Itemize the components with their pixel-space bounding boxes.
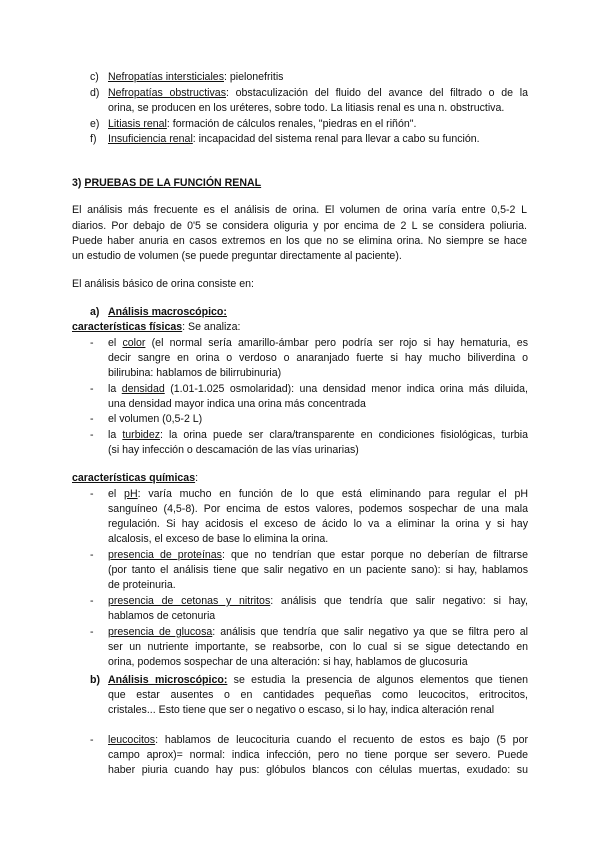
bullet: - [90, 488, 94, 500]
list-marker: e) [90, 118, 100, 130]
paragraph: El análisis básico de orina consiste en: [72, 278, 254, 290]
subsection-marker: b) [90, 674, 100, 686]
bullet: - [90, 383, 94, 395]
list-item-cont: ser un nutriente importante, se reabsorbe, con lo cual si se sigue detectando en [108, 641, 528, 653]
list-item: la turbidez: la orina puede ser clara/transparente en condiciones fisiológicas, turbia [108, 429, 528, 441]
bullet: - [90, 413, 94, 425]
paragraph-line: El análisis más frecuente es el análisis de orina. El volumen de orina varía entre 0,5-2 L [72, 204, 527, 216]
list-item: el pH: varía mucho en función de lo que está eliminando para regular el pH [108, 488, 528, 500]
paragraph-line: un estudio de volumen (se puede preguntar directamente al paciente). [72, 250, 402, 262]
bullet: - [90, 595, 94, 607]
list-item: el volumen (0,5-2 L) [108, 413, 203, 425]
list-item-cont: alcalosis, el exceso de base lo elimina la orina. [108, 533, 329, 545]
paragraph-line: diarios. Por debajo de 0'5 se considera oliguria y por encima de 2 L se considera poliuria. [72, 220, 527, 232]
term: Litiasis renal [108, 118, 167, 130]
list-item-cont: campo aprox)= normal: indica infección, pero no tiene porque ser severo. Puede [108, 749, 528, 761]
section-heading: 3) PRUEBAS DE LA FUNCIÓN RENAL [72, 177, 262, 189]
list-item-cont: (si hay infección o descamación de las vías urinarias) [108, 444, 359, 456]
list-item-cont: orina, se producen en los uréteres, sobre todo. La litiasis renal es una n. obstructiva. [108, 102, 505, 114]
term: Nefropatías obstructivas [108, 87, 226, 99]
list-item: la densidad (1.01-1.025 osmolaridad): una densidad menor indica orina más diluida, [108, 383, 528, 395]
subsection-marker: a) [90, 306, 100, 318]
bullet: - [90, 549, 94, 561]
list-item-cont: (por tanto el análisis tiene que salir negativo en un paciente sano): si hay, hablamos [108, 564, 528, 576]
list-item-cont: hablamos de cetonuria [108, 610, 216, 622]
list-item: Litiasis renal: formación de cálculos renales, "piedras en el riñón". [108, 118, 417, 130]
list-item: presencia de cetonas y nitritos: análisis que tendría que salir negativo: si hay, [108, 595, 528, 607]
list-marker: f) [90, 133, 97, 145]
paragraph-line: Análisis microscópico: se estudia la presencia de algunos elementos que tienen [108, 674, 529, 686]
list-item-cont: bilirubina: hablamos de bilirrubinuria) [108, 367, 282, 379]
list-item: presencia de proteínas: que no tendrían que estar porque no deberían de filtrarse [108, 549, 529, 561]
list-item-cont: orina, podemos sospechar de una alteración: si hay, hablamos de glucosuria [108, 656, 468, 668]
paragraph-line: cristales... Esto tiene que ser o negativo o escaso, si lo hay, indica alteración renal [108, 704, 495, 716]
list-item-cont: decir sangre en orina o verdoso o anaranjado fuerte si hay mucho biliverdina o [108, 352, 528, 364]
list-item: Nefropatías obstructivas: obstaculización del fluido del avance del filtrado o de la [108, 87, 528, 99]
list-item-cont: una densidad mayor indica una orina más concentrada [108, 398, 366, 410]
list-item-cont: de proteinuria. [108, 579, 176, 591]
subsection-title: Análisis microscópico: [108, 674, 228, 686]
paragraph-line: Puede haber anuria en casos extremos en los que no se elimina orina. No siempre se hace [72, 235, 527, 247]
list-item: presencia de glucosa: análisis que tendría que salir negativo ya que se filtra pero al [108, 626, 528, 638]
list-item: Insuficiencia renal: incapacidad del sistema renal para llevar a cabo su función. [108, 133, 480, 145]
list-item: Nefropatías intersticiales: pielonefritis [108, 71, 284, 83]
list-item: leucocitos: hablamos de leucocituria cuando el recuento de estos es bajo (5 por [108, 734, 528, 746]
term: Insuficiencia renal [108, 133, 193, 145]
bullet: - [90, 626, 94, 638]
subheading: características químicas: [72, 472, 199, 484]
bullet: - [90, 429, 94, 441]
term: Nefropatías intersticiales [108, 71, 224, 83]
subheading: características físicas: Se analiza: [72, 321, 241, 333]
list-item-cont: sanguíneo (4,5-8). Por encima de estos valores, podemos sospechar de una mala [108, 503, 528, 515]
paragraph-line: que estar ausentes o en cantidades pequeñas como leucocitos, eritrocitos, [108, 689, 528, 701]
list-item-cont: regulación. Si hay acidosis el exceso de ácido lo va a eliminar la orina y si hay [108, 518, 528, 530]
list-item: el color (el normal sería amarillo-ámbar pero podría ser rojo si hay hematuria, es [108, 337, 528, 349]
subsection-title: Análisis macroscópico: [108, 306, 227, 318]
list-marker: c) [90, 71, 99, 83]
bullet: - [90, 734, 94, 746]
list-marker: d) [90, 87, 100, 99]
list-item-cont: haber piuria cuando hay pus: glóbulos blancos con células muertas, exudado: su [108, 764, 528, 776]
bullet: - [90, 337, 94, 349]
